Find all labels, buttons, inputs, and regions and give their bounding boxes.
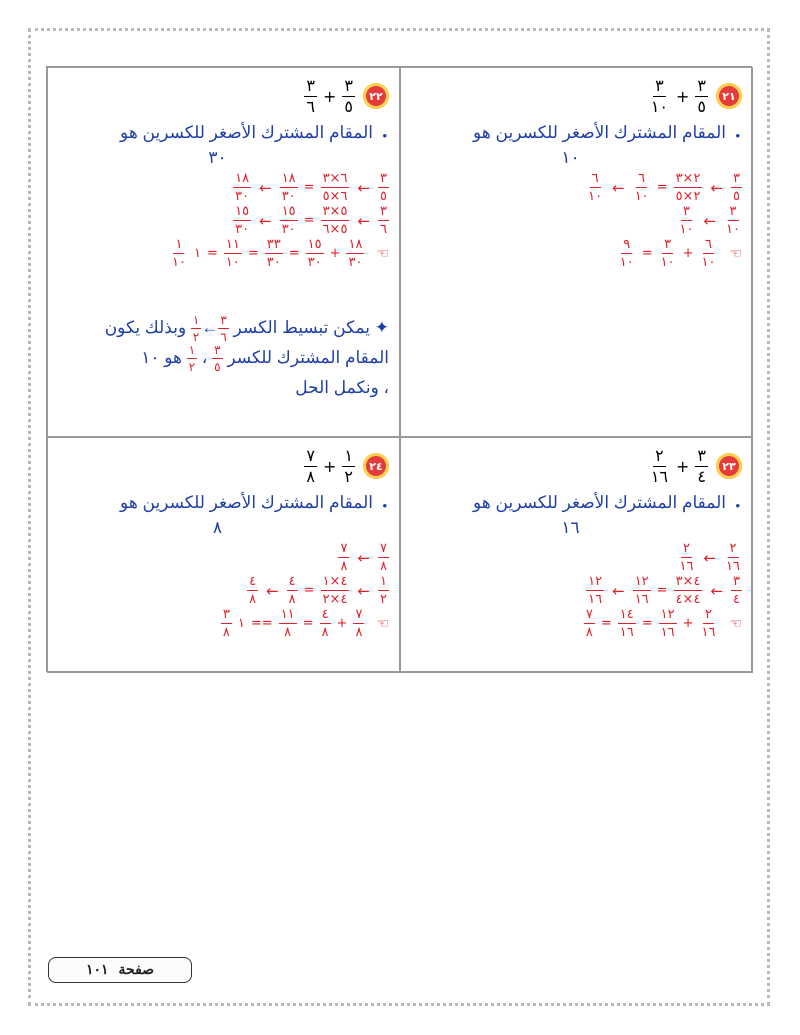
fraction: [378, 575, 389, 606]
denominator: ١٦: [650, 466, 668, 486]
numerator: ١١: [225, 237, 240, 252]
denominator: ٥: [380, 189, 387, 204]
arrow-icon: ←: [259, 178, 272, 197]
exercise-number-badge: ٢٤: [363, 453, 389, 479]
denominator: ٥: [214, 360, 221, 375]
numerator: ٣: [664, 237, 672, 252]
denominator: ١٦: [679, 559, 694, 574]
lcd-phrase: المقام المشترك الأصغر للكسرين هو: [120, 123, 373, 142]
numerator: ٣: [222, 607, 230, 622]
denominator: ٨: [321, 625, 329, 640]
denominator: ٣٠: [307, 255, 322, 270]
operator: =: [206, 246, 218, 261]
numerator: ٦: [638, 171, 646, 186]
arrow-icon: ←: [201, 318, 219, 337]
operator: =: [656, 180, 668, 195]
numerator: ٣: [220, 313, 227, 328]
denominator: ٨: [306, 466, 315, 486]
fraction: [731, 575, 742, 606]
operator: +: [336, 616, 348, 631]
arrow-icon: ←: [612, 178, 625, 197]
exercise-header: [415, 74, 742, 118]
denominator: ١٠: [588, 189, 603, 204]
solution-row: [62, 238, 389, 269]
fraction: [191, 314, 201, 343]
numerator: ٣: [344, 75, 353, 95]
operator: =: [303, 213, 315, 228]
problem-expression: [649, 445, 708, 486]
denominator: ٨: [380, 559, 387, 574]
numerator: ٧: [306, 445, 315, 465]
solution-row: [62, 608, 389, 639]
page-label: صفحة: [118, 962, 155, 978]
bullet-icon: •: [735, 498, 740, 513]
denominator: ١٠: [225, 255, 240, 270]
fraction: [674, 172, 703, 203]
fraction: [321, 205, 350, 236]
denominator: ٤: [733, 592, 740, 607]
solution-row: [62, 172, 389, 203]
numerator: ٦×٣: [322, 171, 348, 186]
numerator: ٤: [321, 607, 329, 622]
fraction: [731, 172, 742, 203]
fraction: [280, 172, 298, 203]
denominator: ٢: [188, 360, 196, 375]
numerator: ١٤: [619, 607, 634, 622]
fraction: [212, 344, 222, 373]
pointing-hand-icon: ☜: [376, 615, 389, 632]
fraction: [378, 542, 389, 573]
operator: +: [323, 456, 337, 476]
numerator: ١: [344, 445, 353, 465]
fraction: [233, 205, 251, 236]
arrow-icon: ←: [612, 581, 625, 600]
denominator: ١٦: [588, 592, 603, 607]
exercise-21: [400, 67, 753, 437]
lcd-phrase: المقام المشترك الأصغر للكسرين هو: [120, 493, 373, 512]
fraction: [586, 172, 604, 203]
fraction: [321, 172, 350, 203]
lcd-phrase: المقام المشترك الأصغر للكسرين هو: [473, 493, 726, 512]
numerator: ٣: [733, 574, 740, 589]
solution-row: [415, 205, 742, 236]
exercise-23: [400, 437, 753, 673]
numerator: ١: [175, 237, 183, 252]
operator: +: [676, 456, 690, 476]
numerator: ٢: [704, 607, 712, 622]
solution-row: [415, 575, 742, 606]
lcd-value: ١٠: [561, 148, 580, 167]
denominator: ٣٠: [281, 222, 296, 237]
fraction: [633, 575, 651, 606]
note-text: هو ١٠: [141, 348, 182, 368]
whole-number: ١: [193, 246, 201, 261]
numerator: ٤: [288, 574, 296, 589]
solution-steps: [415, 542, 742, 639]
note-text: ، ونكمل الحل: [295, 378, 389, 398]
star-icon: ✦: [374, 318, 389, 337]
denominator: ١٠: [660, 255, 675, 270]
numerator: ٤×٣: [675, 574, 701, 589]
numerator: ٣: [729, 204, 737, 219]
operator: +: [676, 86, 690, 106]
fraction: [233, 172, 251, 203]
numerator: ١٥: [235, 204, 250, 219]
operator: =: [656, 583, 668, 598]
lcd-value: ١٦: [561, 518, 580, 537]
arrow-icon: ←: [703, 548, 717, 567]
denominator: ٨: [288, 592, 296, 607]
numerator: ١٨: [348, 237, 363, 252]
denominator: ٢: [380, 592, 387, 607]
fraction: [247, 575, 258, 606]
denominator: ١٠: [701, 255, 716, 270]
numerator: ١٢: [660, 607, 675, 622]
numerator: ١: [192, 313, 200, 328]
denominator: ٣٠: [281, 189, 296, 204]
lcd-statement: [62, 120, 389, 170]
fraction: [320, 608, 331, 639]
fraction: [353, 608, 364, 639]
operator: =: [302, 616, 314, 631]
bullet-icon: •: [382, 498, 387, 513]
numerator: ٣: [655, 75, 664, 95]
operator: =: [641, 246, 653, 261]
whole-number: ١: [237, 616, 245, 631]
pointing-hand-icon: ☜: [729, 245, 742, 262]
numerator: ١: [188, 343, 196, 358]
arrow-icon: ←: [357, 581, 371, 600]
denominator: ١٠: [619, 255, 634, 270]
problem-expression: [304, 445, 355, 486]
denominator: ٤×٤: [675, 592, 701, 607]
fraction: [378, 205, 389, 236]
denominator: ٥: [344, 96, 353, 116]
lcd-statement: [62, 490, 389, 540]
denominator: ١٦: [634, 592, 649, 607]
exercise-header: [415, 444, 742, 488]
exercise-header: [62, 74, 389, 118]
denominator: ٨: [249, 592, 257, 607]
simplification-note: [62, 313, 389, 403]
denominator: ٨: [284, 625, 292, 640]
denominator: ١٦: [726, 559, 740, 574]
solution-row: [415, 238, 742, 269]
numerator: ٦: [704, 237, 712, 252]
solution-steps: [62, 172, 389, 269]
fraction: [342, 445, 355, 486]
solution-steps: [415, 172, 742, 269]
numerator: ٧: [355, 607, 363, 622]
operator: =: [303, 180, 315, 195]
fraction: [279, 608, 297, 639]
operator: =: [641, 616, 653, 631]
operator: ==: [250, 616, 273, 631]
fraction: [584, 608, 595, 639]
numerator: ٩: [623, 237, 631, 252]
fraction: [306, 238, 324, 269]
note-text: يمكن تبسيط الكسر: [233, 318, 371, 337]
lcd-statement: [415, 490, 742, 540]
numerator: ١٥: [307, 237, 322, 252]
solution-steps: [62, 542, 389, 639]
fraction: [677, 542, 695, 573]
denominator: ٨: [585, 625, 593, 640]
denominator: ٣٠: [266, 255, 281, 270]
fraction: [649, 75, 670, 116]
fraction: [280, 205, 298, 236]
solution-row: [62, 575, 389, 606]
numerator: ٢: [729, 541, 737, 556]
numerator: ٢: [655, 445, 664, 465]
exercise-number-badge: ٢٣: [716, 453, 742, 479]
numerator: ٣٣: [266, 237, 281, 252]
numerator: ١١: [280, 607, 295, 622]
fraction: [677, 205, 695, 236]
numerator: ٣: [380, 171, 387, 186]
comma: ،: [201, 348, 208, 368]
pointing-hand-icon: ☜: [729, 615, 742, 632]
numerator: ٣: [697, 75, 706, 95]
operator: =: [303, 583, 315, 598]
exercise-number-badge: ٢١: [716, 83, 742, 109]
numerator: ٥×٣: [322, 204, 348, 219]
fraction: [187, 344, 197, 373]
fraction: [346, 238, 364, 269]
denominator: ١٠: [726, 222, 740, 237]
fraction: [287, 575, 298, 606]
denominator: ٨: [340, 559, 348, 574]
fraction: [695, 75, 708, 116]
denominator: ٤: [697, 466, 706, 486]
operator: =: [247, 246, 259, 261]
lcd-phrase: المقام المشترك الأصغر للكسرين هو: [473, 123, 726, 142]
denominator: ٨: [355, 625, 363, 640]
denominator: ١٦: [701, 625, 716, 640]
fraction: [321, 575, 350, 606]
numerator: ٣: [682, 204, 690, 219]
denominator: ١٦: [660, 625, 675, 640]
fraction: [265, 238, 283, 269]
pointing-hand-icon: ☜: [376, 245, 389, 262]
numerator: ٤×١: [322, 574, 348, 589]
numerator: ٤: [249, 574, 257, 589]
denominator: ٨: [222, 625, 230, 640]
fraction: [659, 238, 677, 269]
arrow-icon: ←: [259, 211, 272, 230]
fraction: [649, 445, 670, 486]
numerator: ٧: [340, 541, 348, 556]
fraction: [170, 238, 188, 269]
numerator: ١٢: [588, 574, 603, 589]
denominator: ٥×٦: [322, 222, 348, 237]
fraction: [378, 172, 389, 203]
denominator: ٣٠: [235, 222, 250, 237]
denominator: ١٠: [650, 96, 668, 116]
note-text: المقام المشترك للكسر: [227, 348, 389, 368]
fraction: [699, 238, 717, 269]
numerator: ١: [380, 574, 387, 589]
fraction: [724, 542, 742, 573]
operator: =: [288, 246, 300, 261]
fraction: [618, 608, 636, 639]
denominator: ٤×٢: [322, 592, 348, 607]
fraction: [618, 238, 636, 269]
arrow-icon: ←: [703, 211, 717, 230]
arrow-icon: ←: [710, 178, 724, 197]
denominator: ١٦: [619, 625, 634, 640]
operator: =: [600, 616, 612, 631]
fraction: [304, 445, 317, 486]
operator: +: [323, 86, 337, 106]
fraction: [221, 608, 232, 639]
operator: +: [682, 616, 694, 631]
numerator: ٣: [697, 445, 706, 465]
fraction: [342, 75, 355, 116]
denominator: ٢×٥: [675, 189, 701, 204]
fraction: [304, 75, 317, 116]
operator: +: [682, 246, 694, 261]
numerator: ٢×٣: [675, 171, 701, 186]
numerator: ٧: [380, 541, 387, 556]
exercise-number-badge: ٢٢: [363, 83, 389, 109]
arrow-icon: ←: [710, 581, 724, 600]
page-number-box: [48, 957, 192, 983]
numerator: ٣: [214, 343, 221, 358]
denominator: ٦: [220, 330, 227, 345]
denominator: ٦×٥: [322, 189, 348, 204]
denominator: ٦: [380, 222, 387, 237]
denominator: ١٠: [634, 189, 649, 204]
arrow-icon: ←: [266, 581, 279, 600]
problem-expression: [649, 75, 708, 116]
page-number: ١٠١: [85, 962, 109, 978]
solution-row: [62, 542, 389, 573]
numerator: ٣: [306, 75, 315, 95]
denominator: ٥: [733, 189, 740, 204]
exercise-24: [47, 437, 400, 673]
denominator: ٦: [306, 96, 315, 116]
fraction: [586, 575, 604, 606]
denominator: ٣٠: [235, 189, 250, 204]
arrow-icon: ←: [357, 178, 371, 197]
numerator: ١٥: [281, 204, 296, 219]
solution-row: [62, 205, 389, 236]
lcd-value: ٣٠: [208, 148, 227, 167]
denominator: ٣٠: [348, 255, 363, 270]
bullet-icon: •: [382, 128, 387, 143]
numerator: ١٢: [634, 574, 649, 589]
numerator: ١٨: [281, 171, 296, 186]
solution-row: [415, 542, 742, 573]
problem-expression: [304, 75, 355, 116]
exercise-grid: [46, 66, 752, 672]
denominator: ١٠: [171, 255, 186, 270]
fraction: [674, 575, 703, 606]
numerator: ٣: [380, 204, 387, 219]
denominator: ٢: [192, 330, 200, 345]
solution-row: [415, 608, 742, 639]
numerator: ٦: [591, 171, 599, 186]
fraction: [695, 445, 708, 486]
fraction: [659, 608, 677, 639]
note-text: وبذلك يكون: [104, 318, 187, 337]
fraction: [338, 542, 349, 573]
denominator: ٥: [697, 96, 706, 116]
solution-row: [415, 172, 742, 203]
denominator: ٢: [344, 466, 353, 486]
exercise-header: [62, 444, 389, 488]
denominator: ١٠: [679, 222, 694, 237]
fraction: [224, 238, 242, 269]
arrow-icon: ←: [357, 211, 371, 230]
lcd-value: ٨: [212, 518, 223, 537]
operator: +: [329, 246, 341, 261]
numerator: ٢: [682, 541, 690, 556]
fraction: [218, 314, 228, 343]
fraction: [633, 172, 651, 203]
bullet-icon: •: [735, 128, 740, 143]
arrow-icon: ←: [357, 548, 371, 567]
numerator: ٣: [733, 171, 740, 186]
numerator: ٧: [585, 607, 593, 622]
exercise-22: [47, 67, 400, 437]
fraction: [699, 608, 717, 639]
numerator: ١٨: [235, 171, 250, 186]
lcd-statement: [415, 120, 742, 170]
fraction: [724, 205, 742, 236]
